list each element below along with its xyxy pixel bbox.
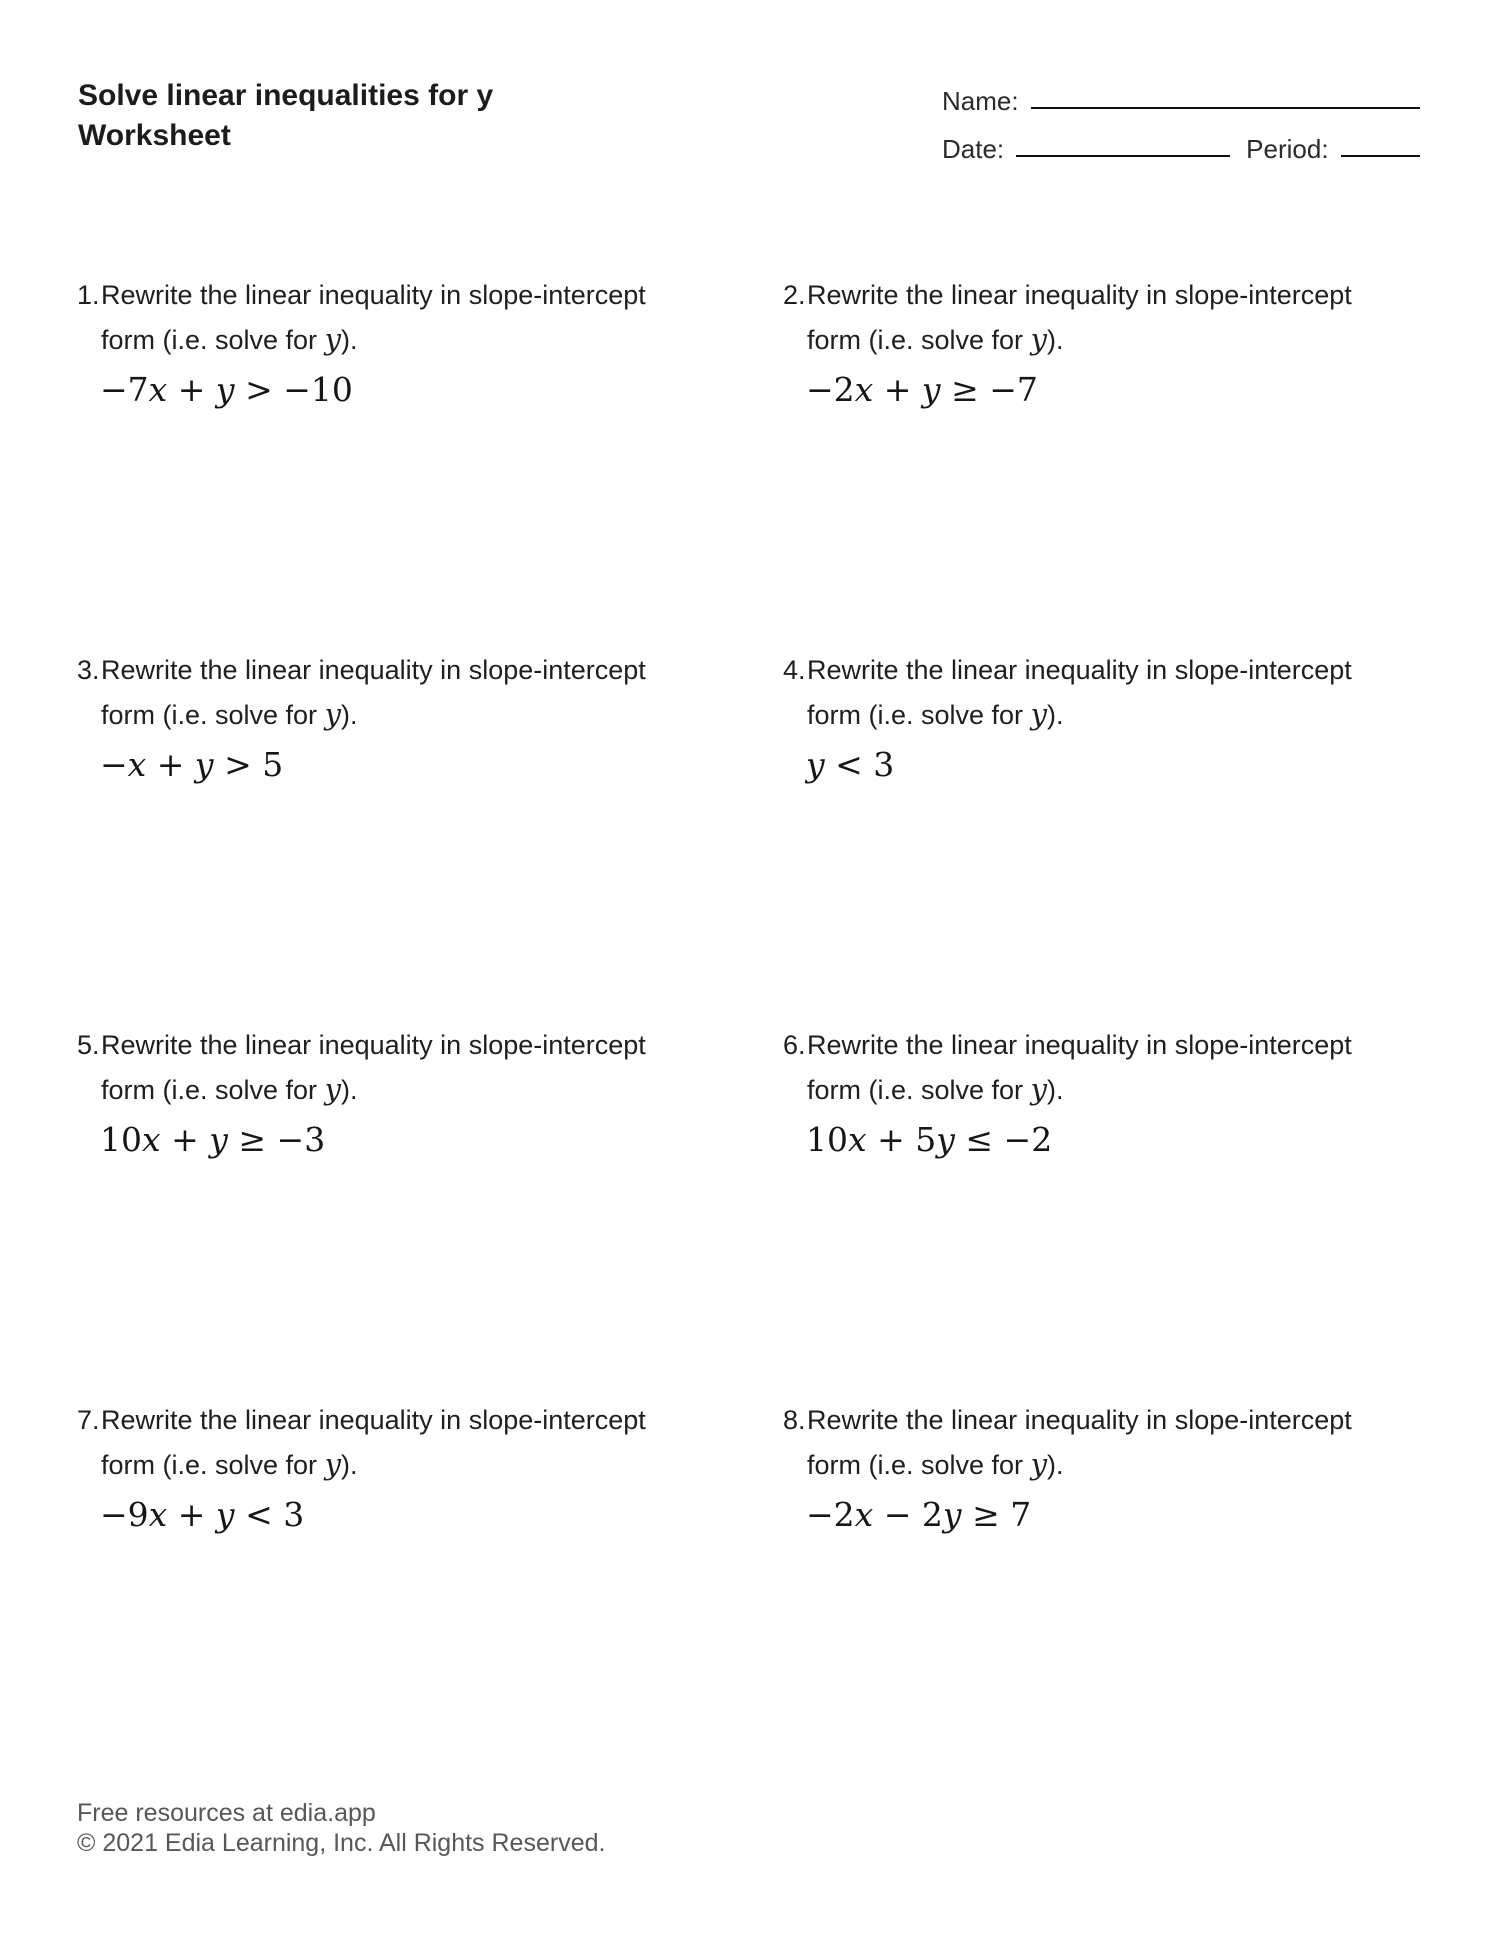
problem-prompt	[783, 648, 1420, 737]
problem-prompt-line-2: form (i.e. solve for y).	[807, 1447, 1064, 1481]
problem-prompt-line-1: Rewrite the linear inequality in slope-intercept	[807, 655, 1352, 685]
problem-prompt	[77, 273, 783, 362]
problem-inequality: −2x − 2y ≥ 7	[806, 1495, 1032, 1534]
problem-prompt-text	[807, 1023, 1352, 1112]
problem-prompt-line-2: form (i.e. solve for y).	[101, 1447, 358, 1481]
problem-item	[77, 1398, 783, 1773]
title-line-1: Solve linear inequalities for y	[78, 79, 494, 112]
footer-copyright: © 2021 Edia Learning, Inc. All Rights Reserved.	[77, 1829, 606, 1857]
problem-prompt	[783, 1023, 1420, 1112]
period-label: Period:	[1246, 134, 1329, 164]
period-blank-line	[1341, 155, 1420, 157]
problem-prompt-line-2: form (i.e. solve for y).	[101, 322, 358, 356]
page-title	[78, 76, 493, 156]
date-period-field-row	[942, 134, 1420, 164]
problem-prompt-line-1: Rewrite the linear inequality in slope-intercept	[101, 655, 646, 685]
problem-inequality: 10x + 5y ≤ −2	[806, 1120, 1053, 1159]
problem-number: 6.	[783, 1030, 806, 1060]
problem-prompt	[77, 1023, 783, 1112]
problem-prompt-text	[807, 1398, 1352, 1487]
problem-item	[77, 273, 783, 648]
problem-prompt-line-1: Rewrite the linear inequality in slope-intercept	[807, 280, 1352, 310]
problem-prompt-text	[101, 273, 646, 362]
problem-item	[783, 648, 1420, 1023]
problem-inequality: 10x + y ≥ −3	[100, 1120, 326, 1159]
footer-resources: Free resources at edia.app	[77, 1799, 376, 1827]
problem-prompt-line-1: Rewrite the linear inequality in slope-intercept	[101, 1030, 646, 1060]
student-fields	[942, 86, 1420, 182]
date-label: Date:	[942, 134, 1005, 164]
name-blank-line	[1031, 107, 1420, 109]
problem-inequality: −9x + y < 3	[100, 1495, 305, 1534]
date-blank-line	[1016, 155, 1230, 157]
name-field-row	[942, 86, 1420, 116]
problem-number: 1.	[77, 280, 100, 310]
problem-prompt-line-1: Rewrite the linear inequality in slope-intercept	[101, 1405, 646, 1435]
problem-item	[783, 1023, 1420, 1398]
problem-prompt-text	[101, 1023, 646, 1112]
problem-item	[77, 648, 783, 1023]
problem-inequality: −2x + y ≥ −7	[806, 370, 1038, 409]
problem-item	[783, 273, 1420, 648]
problem-prompt	[783, 1398, 1420, 1487]
problem-prompt-line-2: form (i.e. solve for y).	[101, 697, 358, 731]
problem-prompt-line-2: form (i.e. solve for y).	[101, 1072, 358, 1106]
problem-prompt-text	[101, 1398, 646, 1487]
title-line-2: Worksheet	[78, 119, 231, 152]
problem-inequality: −x + y > 5	[100, 745, 284, 784]
problem-prompt-line-1: Rewrite the linear inequality in slope-intercept	[101, 280, 646, 310]
problem-item	[77, 1023, 783, 1398]
problem-prompt	[77, 648, 783, 737]
problem-prompt-text	[101, 648, 646, 737]
problem-prompt-text	[807, 648, 1352, 737]
problem-number: 8.	[783, 1405, 806, 1435]
problem-prompt-line-2: form (i.e. solve for y).	[807, 1072, 1064, 1106]
problem-prompt-text	[807, 273, 1352, 362]
problem-prompt-line-2: form (i.e. solve for y).	[807, 322, 1064, 356]
problem-prompt-line-1: Rewrite the linear inequality in slope-intercept	[807, 1405, 1352, 1435]
problems-grid	[77, 273, 1420, 1773]
problem-prompt	[77, 1398, 783, 1487]
problem-item	[783, 1398, 1420, 1773]
problem-number: 7.	[77, 1405, 100, 1435]
name-label: Name:	[942, 86, 1019, 116]
page-footer	[77, 1798, 605, 1858]
problem-inequality: y < 3	[806, 745, 895, 784]
problem-prompt	[783, 273, 1420, 362]
problem-number: 4.	[783, 655, 806, 685]
problem-prompt-line-2: form (i.e. solve for y).	[807, 697, 1064, 731]
problem-number: 5.	[77, 1030, 100, 1060]
problem-inequality: −7x + y > −10	[100, 370, 353, 409]
problem-number: 2.	[783, 280, 806, 310]
problem-number: 3.	[77, 655, 100, 685]
problem-prompt-line-1: Rewrite the linear inequality in slope-intercept	[807, 1030, 1352, 1060]
